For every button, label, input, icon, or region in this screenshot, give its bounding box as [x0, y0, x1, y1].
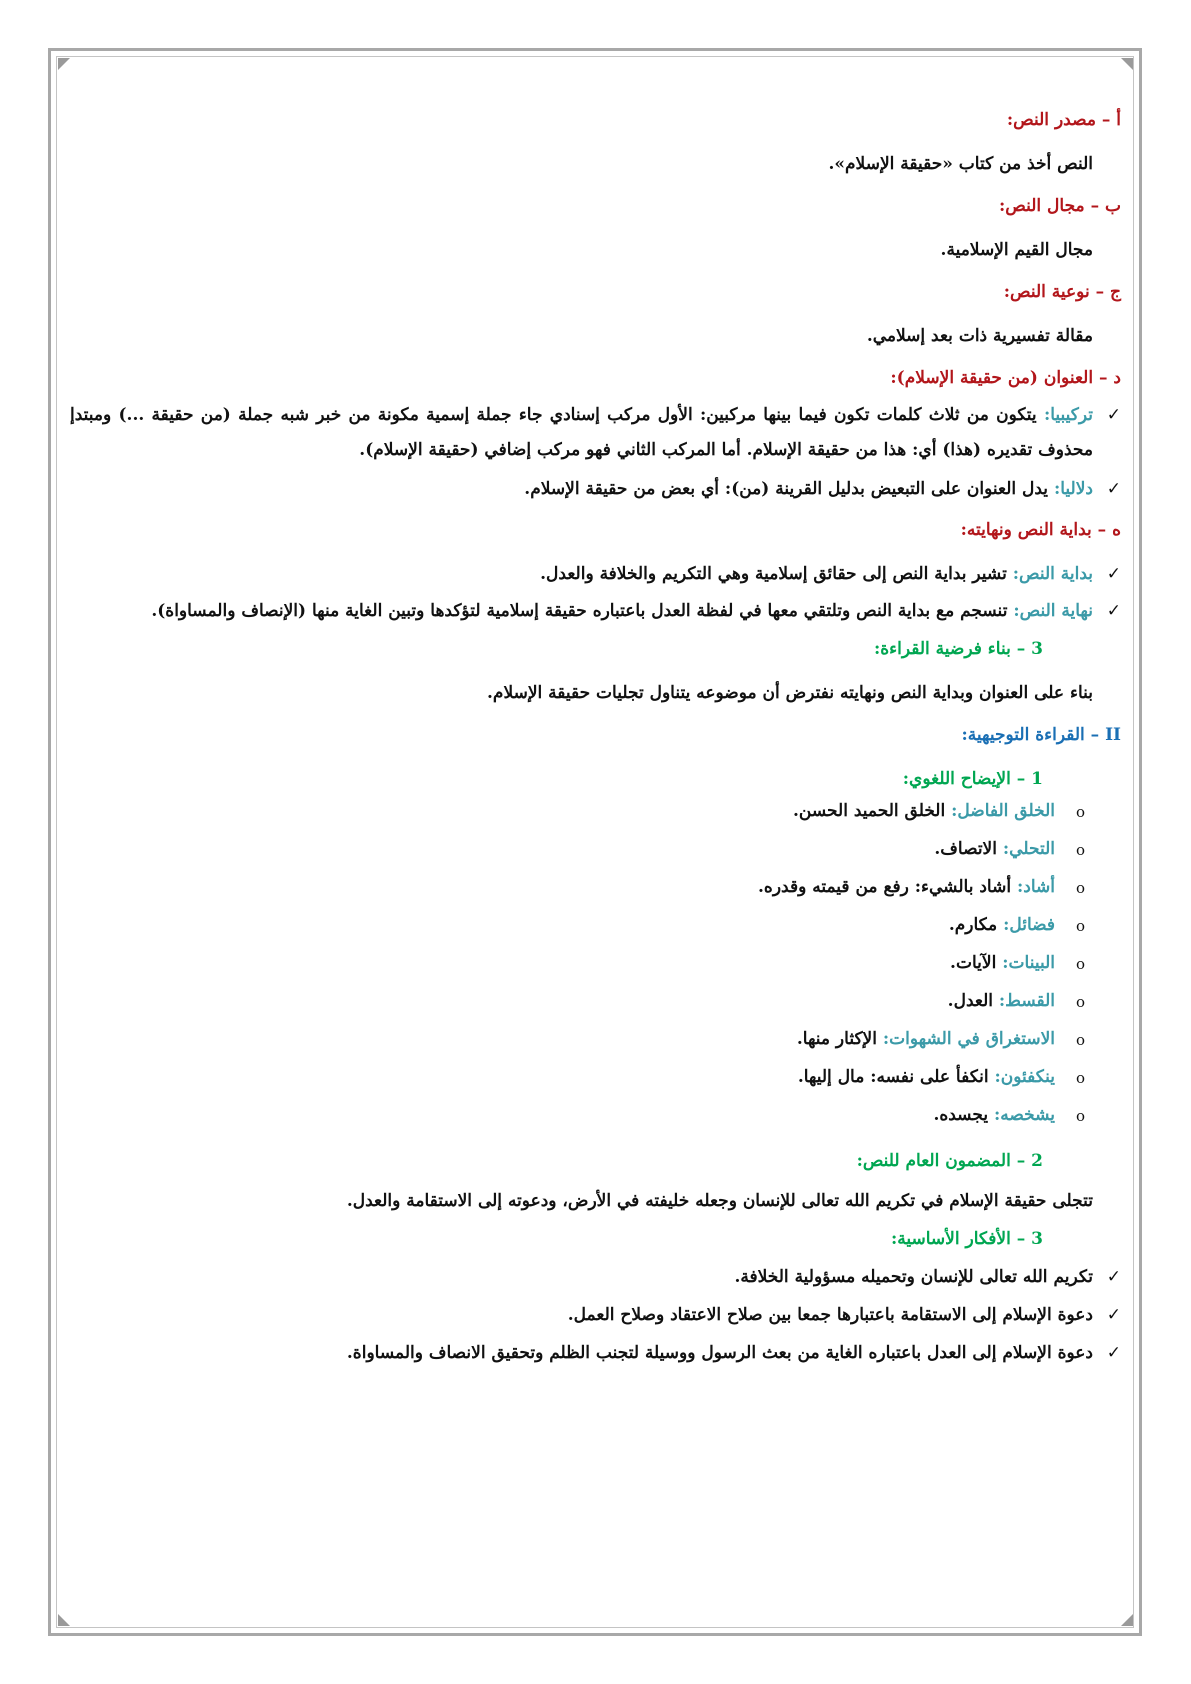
section-a-title: أ – مصدر النص: [1006, 110, 1121, 130]
bullet-circle-icon: o [1075, 993, 1085, 1011]
idea-text: دعوة الإسلام إلى الاستقامة باعتبارها جمعا بين صلاح الاعتقاد وصلاح العمل. [567, 1305, 1093, 1325]
item-label: بداية النص: [1012, 564, 1093, 584]
section-h-title: ه – بداية النص ونهايته: [960, 520, 1121, 540]
vocab-item [70, 913, 1121, 937]
idea-item [70, 1265, 1121, 1289]
vocab-term: التحلي: [1002, 839, 1055, 859]
idea-item [70, 1303, 1121, 1327]
vocab-definition: انكفأ على نفسه: مال إليها. [797, 1067, 989, 1087]
vocab-term: فضائل: [1003, 915, 1055, 935]
section-II-3-title: 3 – الأفكار الأساسية: [890, 1229, 1043, 1249]
bullet-circle-icon: o [1075, 1107, 1085, 1125]
vocab-term: الخلق الفاضل: [951, 801, 1055, 821]
vocab-term: أشاد: [1017, 877, 1055, 897]
vocab-item [70, 875, 1121, 899]
vocab-term: يشخصه: [993, 1105, 1055, 1125]
vocab-term: البينات: [1002, 953, 1055, 973]
vocab-item [70, 799, 1121, 823]
ideas-list [70, 1265, 1121, 1365]
checkmark-icon: ✓ [1106, 601, 1121, 621]
section-c-title: ج – نوعية النص: [1003, 282, 1121, 302]
vocab-definition: أشاد بالشيء: رفع من قيمته وقدره. [758, 877, 1012, 897]
item-text: يتكون من ثلاث كلمات تكون فيما بينها مركبين: الأول مركب إسنادي جاء جملة إسمية مكونة من خبر شبه جملة (من حقيقة ...) ومبتدإ محذوف تقديره (هذا) أي: هذا من حقيقة الإسلام. أما المركب الثاني فهو مركب إضافي (حقيقة الإسلام). [70, 405, 1093, 460]
bullet-circle-icon: o [1075, 1031, 1085, 1049]
idea-text: دعوة الإسلام إلى العدل باعتباره الغاية من بعث الرسول ووسيلة لتجنب الظلم وتحقيق الانصاف والمساواة. [346, 1343, 1093, 1363]
vocab-item [70, 1065, 1121, 1089]
vocab-item [70, 989, 1121, 1013]
idea-text: تكريم الله تعالى للإنسان وتحميله مسؤولية الخلافة. [734, 1267, 1093, 1287]
vocab-definition: الاتصاف. [934, 839, 997, 859]
vocab-definition: العدل. [947, 991, 993, 1011]
vocab-definition: مكارم. [948, 915, 998, 935]
vocab-definition: الآيات. [950, 953, 997, 973]
vocab-item [70, 1103, 1121, 1127]
bullet-circle-icon: o [1075, 879, 1085, 897]
checkmark-icon: ✓ [1106, 1343, 1121, 1363]
section-II-1-title: 1 – الإيضاح اللغوي: [902, 769, 1043, 789]
corner-ornament-top-right [1121, 58, 1133, 70]
section-d-title: د – العنوان (من حقيقة الإسلام): [890, 368, 1121, 388]
item-text: تشير بداية النص إلى حقائق إسلامية وهي التكريم والخلافة والعدل. [540, 564, 1007, 584]
section-b-text: مجال القيم الإسلامية. [940, 240, 1093, 260]
checkmark-icon: ✓ [1106, 1267, 1121, 1287]
corner-ornament-top-left [58, 58, 70, 70]
vocab-term: القسط: [998, 991, 1055, 1011]
section-b-title: ب – مجال النص: [998, 196, 1121, 216]
item-label: نهاية النص: [1013, 601, 1093, 621]
document-body [70, 108, 1121, 1363]
checkmark-icon: ✓ [1106, 1305, 1121, 1325]
section-II-2-title: 2 – المضمون العام للنص: [856, 1151, 1043, 1171]
bullet-circle-icon: o [1075, 1069, 1085, 1087]
checkmark-icon: ✓ [1106, 564, 1121, 584]
checkmark-icon: ✓ [1106, 405, 1121, 425]
item-label: تركيبيا: [1043, 405, 1093, 425]
vocab-item [70, 1027, 1121, 1051]
idea-item [70, 1341, 1121, 1365]
section-c-text: مقالة تفسيرية ذات بعد إسلامي. [866, 326, 1093, 346]
vocab-term: ينكفئون: [994, 1067, 1055, 1087]
text-start-item [70, 562, 1121, 586]
corner-ornament-bottom-left [58, 1614, 70, 1626]
text-end-item [70, 594, 1121, 629]
bullet-circle-icon: o [1075, 803, 1085, 821]
section-a-text: النص أخذ من كتاب «حقيقة الإسلام». [828, 154, 1093, 174]
bullet-circle-icon: o [1075, 955, 1085, 973]
section-3-title: 3 – بناء فرضية القراءة: [873, 639, 1043, 659]
section-II-title: II – القراءة التوجيهية: [961, 725, 1121, 745]
after-vocabulary [70, 1149, 1121, 1365]
item-text: تنسجم مع بداية النص وتلتقي معها في لفظة العدل باعتباره حقيقة إسلامية لتؤكدها وتبين الغاية منها (الإنصاف والمساواة). [151, 601, 1008, 621]
title-meaning-item [70, 477, 1121, 501]
bullet-circle-icon: o [1075, 917, 1085, 935]
section-II-2-text: تتجلى حقيقة الإسلام في تكريم الله تعالى للإنسان وجعله خليفته في الأرض، ودعوته إلى الاستقامة والعدل. [346, 1191, 1093, 1211]
vocab-definition: الإكثار منها. [796, 1029, 877, 1049]
checkmark-icon: ✓ [1106, 479, 1121, 499]
vocabulary-list [70, 799, 1121, 1127]
vocab-item [70, 951, 1121, 975]
vocab-definition: الخلق الحميد الحسن. [793, 801, 946, 821]
item-label: دلاليا: [1053, 479, 1093, 499]
vocab-term: الاستغراق في الشهوات: [882, 1029, 1055, 1049]
section-3-text: بناء على العنوان وبداية النص ونهايته نفترض أن موضوعه يتناول تجليات حقيقة الإسلام. [487, 683, 1093, 703]
corner-ornament-bottom-right [1121, 1614, 1133, 1626]
title-structure-item [70, 398, 1121, 468]
bullet-circle-icon: o [1075, 841, 1085, 859]
vocab-definition: يجسده. [933, 1105, 989, 1125]
vocab-item [70, 837, 1121, 861]
item-text: يدل العنوان على التبعيض بدليل القرينة (من): أي بعض من حقيقة الإسلام. [524, 479, 1049, 499]
